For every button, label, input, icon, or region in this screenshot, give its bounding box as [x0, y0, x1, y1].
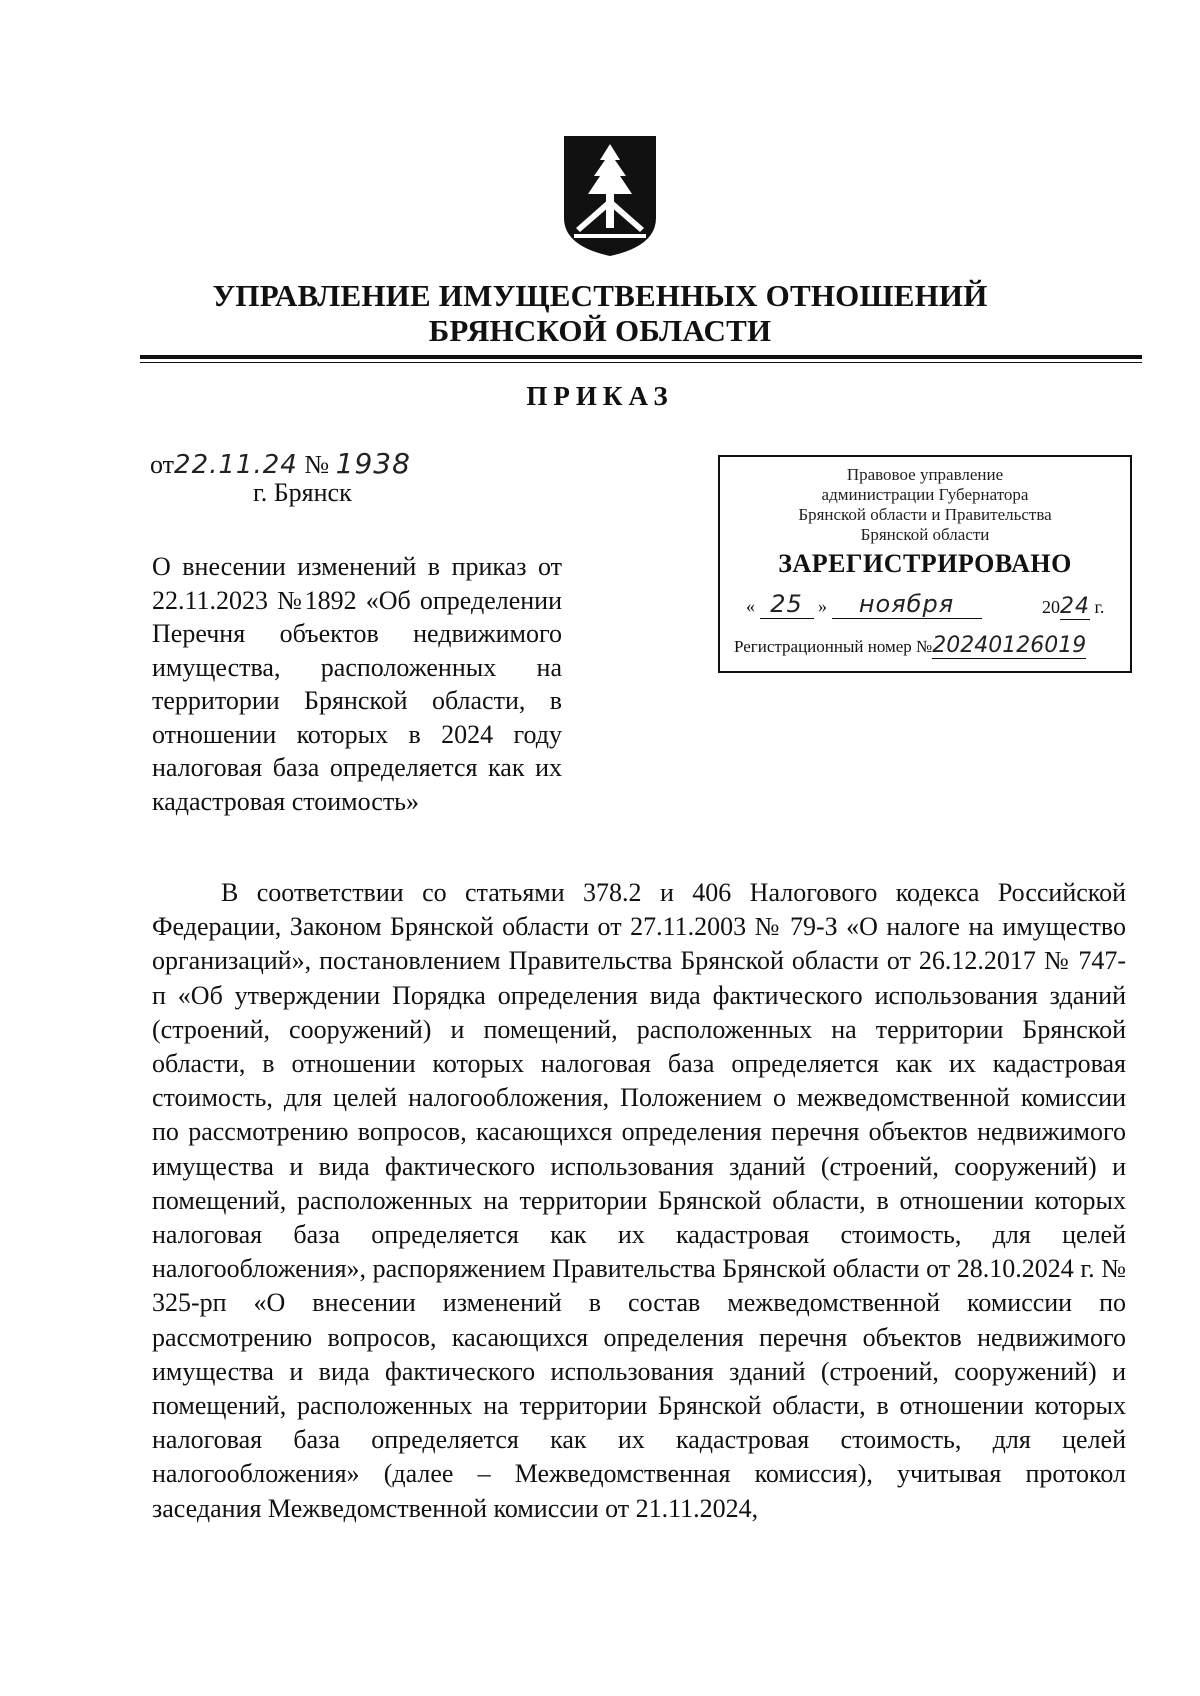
header-divider — [140, 355, 1142, 359]
stamp-reg-label: Регистрационный номер № — [734, 637, 933, 656]
stamp-status: ЗАРЕГИСТРИРОВАНО — [778, 549, 1072, 578]
stamp-reg-number-hand: 20240126019 — [932, 633, 1087, 658]
stamp-year-hand: 24 — [1060, 594, 1090, 619]
stamp-date — [746, 590, 982, 619]
city: г. Брянск — [253, 478, 352, 507]
stamp-reg-number — [734, 633, 1086, 659]
registration-stamp — [718, 455, 1132, 673]
stamp-line-3: Брянской области и Правительства — [798, 505, 1052, 524]
coat-of-arms-icon — [560, 134, 660, 258]
document-type: ПРИКАЗ — [526, 381, 674, 411]
stamp-quote-open: « — [746, 596, 755, 616]
stamp-month-hand: ноября — [832, 590, 982, 619]
handwritten-number: 1938 — [335, 447, 411, 480]
preamble-paragraph: В соответствии со статьями 378.2 и 406 Налогового кодекса Российской Федерации, Законом Брянской области от 27.11.2003 № 79-З «О налоге на имущество организаций», постановлением Правительства Брянской области от 26.12.2017 № 747-п «Об утверждении Порядка определения вида фактического использования зданий (строений, сооружений) и помещений, расположенных на территории Брянской области, в отношении которых налоговая база определяется как их кадастровая стоимость, для целей налогообложения, Положением о межведомственной комиссии по рассмотрению вопросов, касающихся определения перечня объектов недвижимого имущества и вида фактического использования зданий (строений, сооружений) и помещений, расположенных на территории Брянской области, в отношении которых налоговая база определяется как их кадастровая стоимость, для целей налогообложения», распоряжением Правительства Брянской области от 28.10.2024 г. № 325-рп «О внесении изменений в состав межведомственной комиссии по рассмотрению вопросов, касающихся определения перечня объектов недвижимого имущества и вида фактического использования зданий (строений, сооружений) и помещений, расположенных на территории Брянской области, в отношении которых налоговая база определяется как их кадастровая стоимость, для целей налогообложения» (далее – Межведомственная комиссия), учитывая протокол заседания Межведомственной комиссии от 21.11.2024, — [152, 878, 1126, 1523]
stamp-quote-close: » — [818, 596, 827, 616]
order-subject: О внесении изменений в приказ от 22.11.2023 №1892 «Об определении Перечня объектов недвижимого имущества, расположенных на территории Брянской области, в отношении которых в 2024 году налоговая база определяется как их кадастровая стоимость» — [152, 552, 562, 816]
header-divider-thin — [140, 362, 1142, 363]
stamp-year — [1042, 594, 1104, 620]
handwritten-date: 22.11.24 — [174, 450, 298, 480]
stamp-day-hand: 25 — [760, 590, 814, 619]
stamp-line-4: Брянской области — [860, 525, 990, 544]
stamp-year-suffix: г. — [1094, 597, 1105, 617]
org-name-line-2: БРЯНСКОЙ ОБЛАСТИ — [428, 313, 772, 348]
order-date-number — [150, 447, 411, 480]
org-name-line-1: УПРАВЛЕНИЕ ИМУЩЕСТВЕННЫХ ОТНОШЕНИЙ — [212, 278, 988, 313]
stamp-line-1: Правовое управление — [846, 465, 1004, 484]
number-prefix: № — [304, 450, 330, 479]
stamp-year-prefix: 20 — [1042, 597, 1060, 617]
stamp-line-2: администрации Губернатора — [821, 485, 1029, 504]
from-prefix: от — [150, 450, 175, 479]
